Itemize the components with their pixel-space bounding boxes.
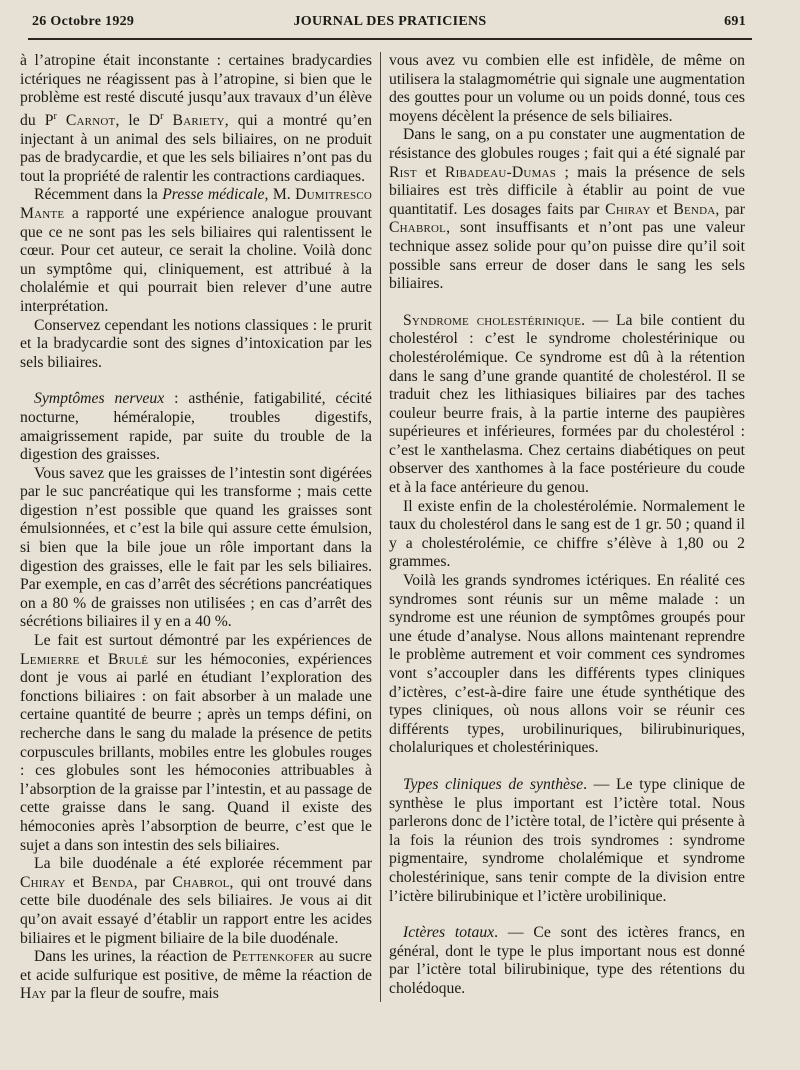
text-run: , qui a montré qu’en injectant à un animal des sels biliaires, on ne produit pas de bradycardie, et que les sels biliaires n’ont pas du tout la propriété de ralentir les contractions cardiaques.: [20, 112, 373, 185]
text-run: à l’atropine était inconstante : certaines bradycardies ictériques ne réagissent pas à l’atropine, si bien que le problème est resté discuté jusqu’aux travaux d’un élève du P: [20, 52, 372, 130]
paragraph-l6: [20, 632, 372, 855]
text-run: Benda: [673, 200, 716, 218]
paragraph-l2: [20, 186, 372, 316]
text-run: . — Ce sont des ictères francs, en général, dont le type le plus important nous est donné par l’ictère total bilirubinique, type des rétentions du cholédoque.: [389, 924, 745, 997]
left-text-column: [20, 52, 372, 1004]
paragraph-l4: [20, 390, 372, 464]
text-run: , par: [715, 200, 745, 218]
text-run: r: [53, 110, 57, 122]
paragraph-r3: [389, 312, 745, 498]
text-run: sur les hémoconies, expériences dont je vous ai parlé en étudiant l’exploration des fonctions biliaires : on fait absorber à un malade une certaine quantité de beurre ; après un temps défini, on recherche dans le sang du malade la présence de petits corpuscules brillants, mobiles entre les globules rouges : ces globules sont les hémoconies attribuables à l’absorption de la graisse par l’intestin, et au passage de cette graisse dans le sang. Quand il existe des hémoconies après l’absorption de beurre, c’est que le sujet a dans son intestin des sels biliaires.: [20, 650, 372, 854]
paragraph-r1: [389, 52, 745, 126]
text-run: au sucre et acide sulfurique est positive, de même la réaction de: [20, 948, 373, 984]
text-run: [57, 112, 66, 129]
text-run: Syndrome cholestérinique: [403, 311, 582, 329]
paragraph-l3: [20, 317, 372, 373]
text-run: et: [65, 873, 92, 891]
text-run: . — Le type clinique de synthèse le plus important est l’ictère total. Nous parlerons donc de l’ictère total, de l’ictère qui présente à la fois la réunion des trois syndromes : syndrome pigmentaire, syndrome cholalémique et syndrome cholestérinique, sans tenir compte de la division entre l’ictère bilirubinique et l’ictère urobilinique.: [389, 775, 745, 905]
text-run: , sont insuffisants et n’ont pas une valeur technique assez solide pour qu’on puisse dire qu’il soit possible sans erreur de doser dans le sang les sels biliaires.: [389, 219, 745, 293]
paragraph-r4: [389, 498, 745, 572]
text-run: Ribadeau-Dumas: [444, 163, 557, 181]
text-run: Pettenkofer: [232, 948, 315, 966]
text-run: , le D: [115, 112, 161, 130]
text-run: Rist: [389, 163, 417, 181]
paragraph-l5: [20, 465, 372, 632]
column-divider: [380, 52, 381, 1002]
text-run: a rapporté une expérience analogue prouvant que ce ne sont pas les sels biliaires qui ralentissent le cœur. Pour cet auteur, ce serait la choline. Voilà donc un symptôme qui, cliniquement, est attribué à la cholalémie et qui pourrait bien relever d’une autre interprétation.: [20, 204, 372, 315]
text-run: et: [650, 200, 674, 218]
text-run: r: [160, 110, 164, 122]
header-page-number: 691: [724, 14, 746, 29]
text-run: : asthénie, fatigabilité, cécité nocturne, héméralopie, troubles digestifs, amaigrissement rapide, par suite du trouble de la digestion des graisses.: [20, 390, 372, 464]
text-run: Lemierre: [20, 650, 80, 668]
text-run: , par: [133, 873, 173, 891]
header-journal-title: JOURNAL DES PRATICIENS: [293, 14, 487, 29]
text-run: ; mais la présence de sels biliaires est très difficile à établir au point de vue quantitatif. Les dosages faits par: [389, 163, 746, 218]
right-text-column: [389, 52, 745, 999]
text-run: Chiray: [605, 200, 651, 218]
text-run: Bariety: [172, 112, 225, 130]
text-run: . — La bile contient du cholestérol : c’est le syndrome cholestérinique ou cholestérolémique. Ce syndrome est dû à la rétention dans le sang d’une grande quantité de cholestérol. Il se traduit chez les lithiasiques biliaires par des taches couleur beurre frais, à la partie interne des paupières supérieures et inférieures, formées par du cholestérol : c’est le xanthelasma. Chez certains diabétiques on peut observer des xanthomes à la face postérieure du coude et à la face antérieure du genou.: [389, 311, 745, 497]
text-run: par la fleur de soufre, mais: [46, 985, 219, 1003]
text-run: Types cliniques de synthèse: [403, 775, 584, 793]
text-run: Voilà les grands syndromes ictériques. En réalité ces syndromes sont réunis sur un même malade : un syndrome est une réunion de symptômes groupés pour une étude d’analyse. Nous allons maintenant reprendre le problème autrement et voir comment ces syndromes vont s’accoupler dans les différents types cliniques d’ictères, c’est-à-dire faire une étude synthétique des types cliniques, où nous allons voir se réunir ces différents types, urobilinuriques, bilirubinuriques, cholaluriques et cholestériniques.: [389, 572, 745, 757]
text-run: Benda: [91, 873, 134, 891]
text-run: Brulé: [107, 650, 149, 668]
text-run: Dans le sang, on a pu constater une augmentation de résistance des globules rouges ; fait qui a été signalé par: [389, 126, 745, 162]
header-date: 26 Octobre 1929: [32, 14, 135, 29]
text-run: , qui ont trouvé dans cette bile duodénale des sels biliaires. Je vous ai dit qu’on avait essayé d’établir un rapport entre les acides biliaires et le pigment biliaire de la bile duodénale.: [20, 873, 372, 947]
paragraph-r6: [389, 776, 745, 906]
paragraph-r2: [389, 126, 745, 293]
text-run: Dans les urines, la réaction de: [34, 948, 233, 966]
paragraph-l7: [20, 855, 372, 948]
paragraph-l1: [20, 52, 372, 186]
text-run: Chabrol: [389, 219, 447, 237]
text-run: La bile duodénale a été explorée récemment par: [34, 855, 372, 873]
text-run: Carnot: [65, 112, 116, 130]
paragraph-r7: [389, 924, 745, 998]
text-run: Presse médicale: [162, 186, 265, 204]
text-run: [163, 112, 172, 129]
text-run: Dumitresco Mante: [20, 186, 372, 222]
text-run: Symptômes nerveux: [34, 390, 165, 408]
text-run: et: [79, 650, 108, 668]
text-run: et: [416, 163, 445, 181]
text-run: Hay: [20, 985, 47, 1003]
text-run: Ictères totaux: [403, 924, 495, 942]
text-run: Chiray: [20, 873, 66, 891]
text-run: Il existe enfin de la cholestérolémie. Normalement le taux du cholestérol dans le sang est de 1 gr. 50 ; quand il y a cholestérolémie, ce chiffre s’élève à 1,80 ou 2 grammes.: [389, 497, 745, 571]
running-header: [28, 12, 752, 40]
text-run: Vous savez que les graisses de l’intestin sont digérées par le suc pancréatique qui les transforme ; mais cette digestion n’est possible que quand les graisses sont émulsionnées, et c’est la bile qui assure cette émulsion, si bien que la bile joue un rôle important dans la digestion des graisses, elle le fait par les sels biliaires. Par exemple, en cas d’arrêt des sécrétions pancréatiques on a 80 % de graisses non utilisées ; en cas d’arrêt des sécrétions biliaires il y en a 40 %.: [20, 464, 372, 631]
text-run: , M.: [264, 186, 296, 204]
text-run: Le fait est surtout démontré par les expériences de: [34, 632, 372, 650]
text-run: Récemment dans la: [34, 186, 163, 204]
paragraph-l8: [20, 948, 372, 1004]
paragraph-r5: [389, 572, 745, 758]
text-run: Chabrol: [172, 873, 230, 891]
text-run: vous avez vu combien elle est infidèle, de même on utilisera la stalagmométrie qui signale une augmentation des gouttes pour un volume ou un poids donné, tous ces moyens décèlent la présence de sels biliaires.: [389, 52, 745, 125]
text-run: Conservez cependant les notions classiques : le prurit et la bradycardie sont des signes d’intoxication par les sels biliaires.: [20, 316, 372, 371]
